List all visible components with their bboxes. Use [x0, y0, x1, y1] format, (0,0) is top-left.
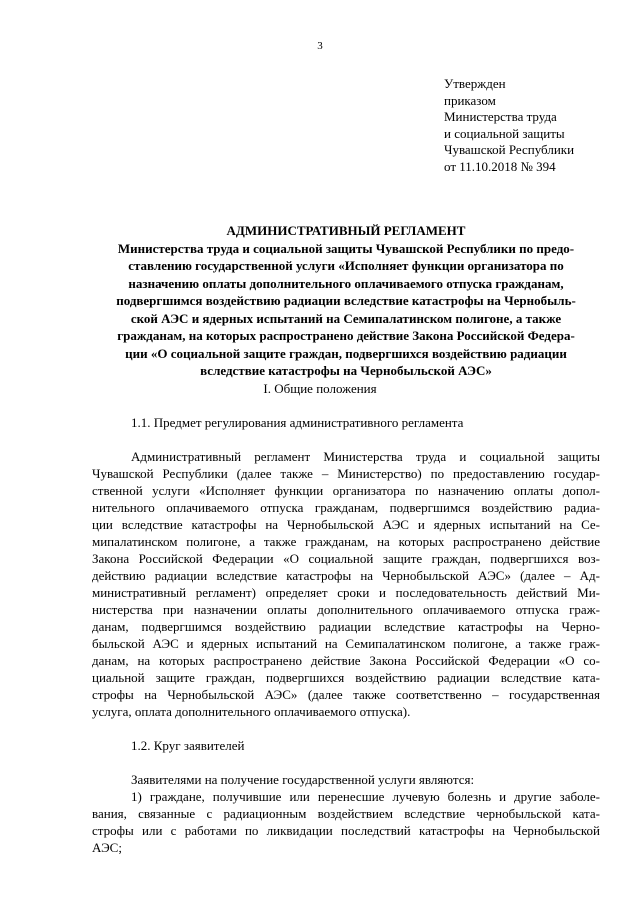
paragraph-line: строфы или с работами по ликвидации последствий катастрофы на Чернобыльской [92, 823, 600, 838]
approval-line: Утвержден [444, 76, 506, 91]
paragraph-line: ции вследствие катастрофы на Чернобыльской АЭС и ядерных испытаний на Се- [92, 517, 600, 532]
paragraph-line: нистерства при назначении оплаты дополнительного оплачиваемого отпуска граж- [92, 602, 600, 617]
page-number: 3 [317, 40, 323, 52]
title-line: ставлению государственной услуги «Исполняет функции организатора по [128, 258, 564, 273]
title-line: назначению оплаты дополнительного оплачиваемого отпуска гражданам, [128, 275, 564, 291]
paragraph-line: вания, связанные с радиационным воздействием вследствие чернобыльской ката- [92, 806, 600, 821]
paragraph-line: действию радиации вследствие катастрофы на Чернобыльской АЭС» (далее – Ад- [92, 568, 600, 583]
paragraph-line: Закона Российской Федерации «О социальной защите граждан, подвергшихся воз- [92, 551, 600, 566]
paragraph-line: данам, подвергшимся воздействию радиации вследствие катастрофы на Черно- [92, 619, 600, 634]
approval-line: Чувашской Республики [444, 142, 575, 157]
paragraph-line: мипалатинском полигоне, а также гражданам, на которых распространено действие [92, 534, 600, 549]
paragraph-line: данам, на которых распространено действие Закона Российской Федерации «О со- [92, 653, 600, 668]
paragraph-line: строфы на Чернобыльской АЭС» (далее также соответственно – государственная [92, 687, 600, 702]
subsection-heading: 1.2. Круг заявителей [131, 738, 245, 753]
approval-line: приказом [444, 92, 496, 108]
section-heading: I. Общие положения [263, 381, 377, 396]
title-heading: АДМИНИСТРАТИВНЫЙ РЕГЛАМЕНТ [226, 223, 466, 238]
paragraph-line: 1) граждане, получившие или перенесшие лучевую болезнь и другие заболе- [131, 789, 600, 804]
paragraph-line: АЭС; [92, 840, 122, 855]
paragraph-line: циальной защите граждан, подвергшихся воздействию радиации вследствие ката- [92, 670, 600, 685]
approval-line: и социальной защиты [444, 125, 565, 141]
document-title [92, 222, 600, 380]
paragraph-line: быльской АЭС и ядерных испытаний на Семипалатинском полигоне, а также граж- [92, 636, 600, 651]
title-line: гражданам, на которых распространено действие Закона Российской Федера- [117, 328, 575, 343]
paragraph-intro: Заявителями на получение государственной услуги являются: [131, 772, 475, 787]
subsection-heading: 1.1. Предмет регулирования административного регламента [131, 415, 464, 430]
paragraph-line: Чувашской Республики (далее также – Министерство) по предоставлению государ- [92, 466, 600, 481]
approval-stamp [444, 76, 634, 175]
paragraph-line: ственной услуги «Исполняет функции организатора по назначению оплаты допол- [92, 483, 600, 498]
title-line: Министерства труда и социальной защиты Чувашской Республики по предо- [117, 240, 575, 256]
paragraph-line: нительного оплачиваемого отпуска гражданам, подвергшимся воздействию радиа- [92, 500, 600, 515]
title-line: ской АЭС и ядерных испытаний на Семипалатинском полигоне, а также [130, 310, 562, 326]
title-line: ции «О социальной защите граждан, подвергшихся воздействию радиации [125, 345, 567, 361]
paragraph-line: услуга, оплата дополнительного оплачиваемого отпуска). [92, 704, 411, 719]
approval-line: Министерства труда [444, 109, 557, 124]
paragraph-line: министративный регламент) определяет сроки и последовательность действий Ми- [92, 585, 600, 600]
paragraph-line: Административный регламент Министерства труда и социальной защиты [131, 449, 600, 464]
title-line: подвергшимся воздействию радиации вследствие катастрофы на Чернобыль- [116, 293, 576, 308]
approval-line: от 11.10.2018 № 394 [444, 158, 556, 174]
title-line: вследствие катастрофы на Чернобыльской АЭС» [200, 363, 492, 378]
